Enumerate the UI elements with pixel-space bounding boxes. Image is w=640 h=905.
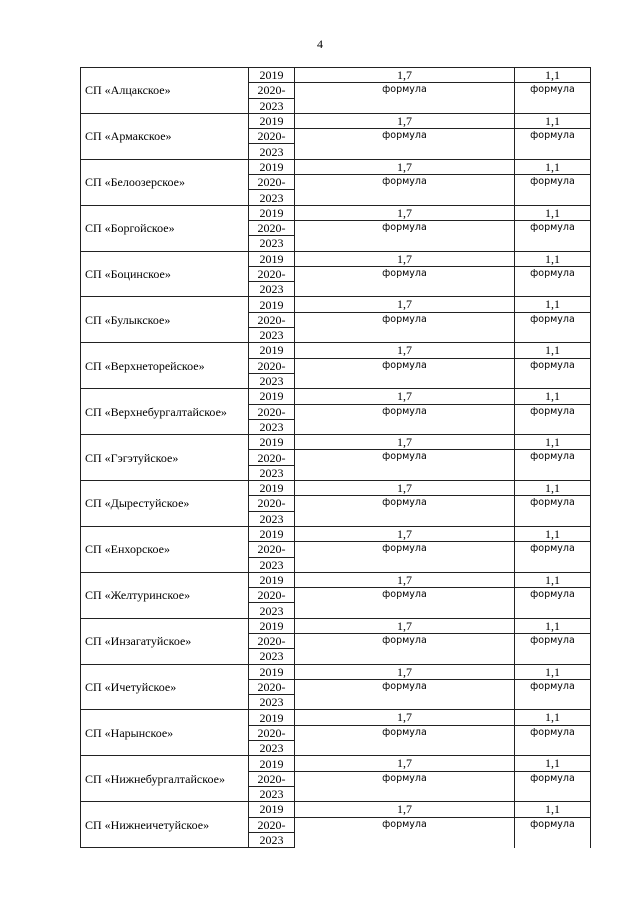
value-cell: 1,1: [515, 435, 591, 450]
formula-cell: формула: [515, 312, 591, 343]
year-cell: 2023: [249, 190, 295, 205]
settlement-name: СП «Алцакское»: [81, 68, 249, 114]
settlement-name: СП «Верхнеторейское»: [81, 343, 249, 389]
settlement-name: СП «Ичетуйское»: [81, 664, 249, 710]
value-cell: 1,1: [515, 481, 591, 496]
value-cell: 1,1: [515, 618, 591, 633]
settlement-name: СП «Енхорское»: [81, 526, 249, 572]
settlement-name: СП «Армакское»: [81, 113, 249, 159]
table-row: [81, 389, 591, 404]
value-cell: 1,1: [515, 159, 591, 174]
value-cell: 1,7: [295, 389, 515, 404]
year-cell: 2023: [249, 328, 295, 343]
year-cell: 2020-: [249, 358, 295, 373]
value-cell: 1,7: [295, 710, 515, 725]
year-cell: 2020-: [249, 266, 295, 281]
value-cell: 1,1: [515, 389, 591, 404]
formula-cell: формула: [295, 175, 515, 206]
value-cell: 1,7: [295, 664, 515, 679]
table-body: [81, 68, 591, 848]
formula-cell: формула: [295, 542, 515, 573]
year-cell: 2023: [249, 465, 295, 480]
value-cell: 1,1: [515, 756, 591, 771]
formula-cell: формула: [515, 679, 591, 710]
value-cell: 1,1: [515, 526, 591, 541]
year-cell: 2023: [249, 373, 295, 388]
year-cell: 2023: [249, 557, 295, 572]
formula-cell: формула: [515, 633, 591, 664]
year-cell: 2019: [249, 251, 295, 266]
formula-cell: формула: [295, 404, 515, 435]
value-cell: 1,7: [295, 205, 515, 220]
formula-cell: формула: [515, 817, 591, 848]
value-cell: 1,1: [515, 297, 591, 312]
formula-cell: формула: [295, 129, 515, 160]
formula-cell: формула: [295, 588, 515, 619]
year-cell: 2023: [249, 741, 295, 756]
table-row: [81, 68, 591, 83]
value-cell: 1,7: [295, 159, 515, 174]
year-cell: 2020-: [249, 404, 295, 419]
table-row: [81, 251, 591, 266]
table-row: [81, 526, 591, 541]
value-cell: 1,1: [515, 710, 591, 725]
formula-cell: формула: [295, 771, 515, 802]
year-cell: 2020-: [249, 175, 295, 190]
year-cell: 2020-: [249, 496, 295, 511]
value-cell: 1,1: [515, 802, 591, 817]
table-row: [81, 481, 591, 496]
value-cell: 1,1: [515, 572, 591, 587]
value-cell: 1,1: [515, 113, 591, 128]
year-cell: 2019: [249, 526, 295, 541]
table-row: [81, 205, 591, 220]
table-row: [81, 343, 591, 358]
settlement-name: СП «Верхнебургалтайское»: [81, 389, 249, 435]
value-cell: 1,7: [295, 68, 515, 83]
value-cell: 1,7: [295, 802, 515, 817]
table-row: [81, 756, 591, 771]
value-cell: 1,7: [295, 251, 515, 266]
formula-cell: формула: [515, 588, 591, 619]
settlement-name: СП «Боцинское»: [81, 251, 249, 297]
table-row: [81, 159, 591, 174]
year-cell: 2020-: [249, 129, 295, 144]
year-cell: 2023: [249, 649, 295, 664]
year-cell: 2020-: [249, 312, 295, 327]
formula-cell: формула: [515, 129, 591, 160]
table-row: [81, 618, 591, 633]
year-cell: 2019: [249, 68, 295, 83]
formula-cell: формула: [295, 633, 515, 664]
formula-cell: формула: [295, 450, 515, 481]
year-cell: 2023: [249, 419, 295, 434]
value-cell: 1,7: [295, 481, 515, 496]
value-cell: 1,1: [515, 205, 591, 220]
value-cell: 1,1: [515, 68, 591, 83]
year-cell: 2023: [249, 98, 295, 113]
year-cell: 2019: [249, 802, 295, 817]
year-cell: 2020-: [249, 588, 295, 603]
year-cell: 2023: [249, 236, 295, 251]
year-cell: 2020-: [249, 83, 295, 98]
formula-cell: формула: [515, 542, 591, 573]
table-row: [81, 435, 591, 450]
year-cell: 2023: [249, 695, 295, 710]
settlement-name: СП «Нарынское»: [81, 710, 249, 756]
value-cell: 1,1: [515, 664, 591, 679]
year-cell: 2019: [249, 343, 295, 358]
value-cell: 1,7: [295, 343, 515, 358]
year-cell: 2019: [249, 205, 295, 220]
year-cell: 2020-: [249, 771, 295, 786]
year-cell: 2019: [249, 435, 295, 450]
formula-cell: формула: [515, 266, 591, 297]
year-cell: 2019: [249, 710, 295, 725]
formula-cell: формула: [515, 358, 591, 389]
settlement-name: СП «Белоозерское»: [81, 159, 249, 205]
settlement-name: СП «Инзагатуйское»: [81, 618, 249, 664]
year-cell: 2020-: [249, 679, 295, 694]
year-cell: 2020-: [249, 725, 295, 740]
settlement-name: СП «Нижнеичетуйское»: [81, 802, 249, 848]
year-cell: 2019: [249, 572, 295, 587]
table-row: [81, 710, 591, 725]
settlement-name: СП «Гэгэтуйское»: [81, 435, 249, 481]
year-cell: 2019: [249, 756, 295, 771]
year-cell: 2020-: [249, 220, 295, 235]
year-cell: 2019: [249, 664, 295, 679]
year-cell: 2023: [249, 511, 295, 526]
year-cell: 2023: [249, 282, 295, 297]
table-row: [81, 297, 591, 312]
table-row: [81, 664, 591, 679]
value-cell: 1,7: [295, 618, 515, 633]
year-cell: 2020-: [249, 633, 295, 648]
formula-cell: формула: [295, 358, 515, 389]
formula-cell: формула: [515, 83, 591, 114]
formula-cell: формула: [295, 679, 515, 710]
coefficients-table: [80, 67, 591, 848]
year-cell: 2019: [249, 297, 295, 312]
formula-cell: формула: [515, 220, 591, 251]
table-row: [81, 113, 591, 128]
year-cell: 2019: [249, 481, 295, 496]
settlement-name: СП «Нижнебургалтайское»: [81, 756, 249, 802]
table-row: [81, 572, 591, 587]
year-cell: 2023: [249, 144, 295, 159]
settlement-name: СП «Желтуринское»: [81, 572, 249, 618]
year-cell: 2023: [249, 603, 295, 618]
formula-cell: формула: [515, 175, 591, 206]
year-cell: 2023: [249, 832, 295, 847]
formula-cell: формула: [295, 312, 515, 343]
year-cell: 2019: [249, 113, 295, 128]
formula-cell: формула: [515, 404, 591, 435]
formula-cell: формула: [295, 496, 515, 527]
value-cell: 1,7: [295, 572, 515, 587]
value-cell: 1,7: [295, 756, 515, 771]
value-cell: 1,7: [295, 113, 515, 128]
value-cell: 1,7: [295, 297, 515, 312]
value-cell: 1,1: [515, 251, 591, 266]
settlement-name: СП «Дырестуйское»: [81, 481, 249, 527]
year-cell: 2020-: [249, 542, 295, 557]
formula-cell: формула: [515, 496, 591, 527]
year-cell: 2019: [249, 618, 295, 633]
settlement-name: СП «Боргойское»: [81, 205, 249, 251]
year-cell: 2020-: [249, 450, 295, 465]
value-cell: 1,7: [295, 526, 515, 541]
page-number: 4: [317, 37, 323, 51]
formula-cell: формула: [295, 266, 515, 297]
table-row: [81, 802, 591, 817]
formula-cell: формула: [295, 220, 515, 251]
formula-cell: формула: [295, 725, 515, 756]
formula-cell: формула: [515, 725, 591, 756]
year-cell: 2020-: [249, 817, 295, 832]
year-cell: 2023: [249, 786, 295, 801]
year-cell: 2019: [249, 159, 295, 174]
formula-cell: формула: [295, 817, 515, 848]
value-cell: 1,7: [295, 435, 515, 450]
formula-cell: формула: [515, 771, 591, 802]
settlement-name: СП «Булыкское»: [81, 297, 249, 343]
value-cell: 1,1: [515, 343, 591, 358]
year-cell: 2019: [249, 389, 295, 404]
formula-cell: формула: [515, 450, 591, 481]
formula-cell: формула: [295, 83, 515, 114]
